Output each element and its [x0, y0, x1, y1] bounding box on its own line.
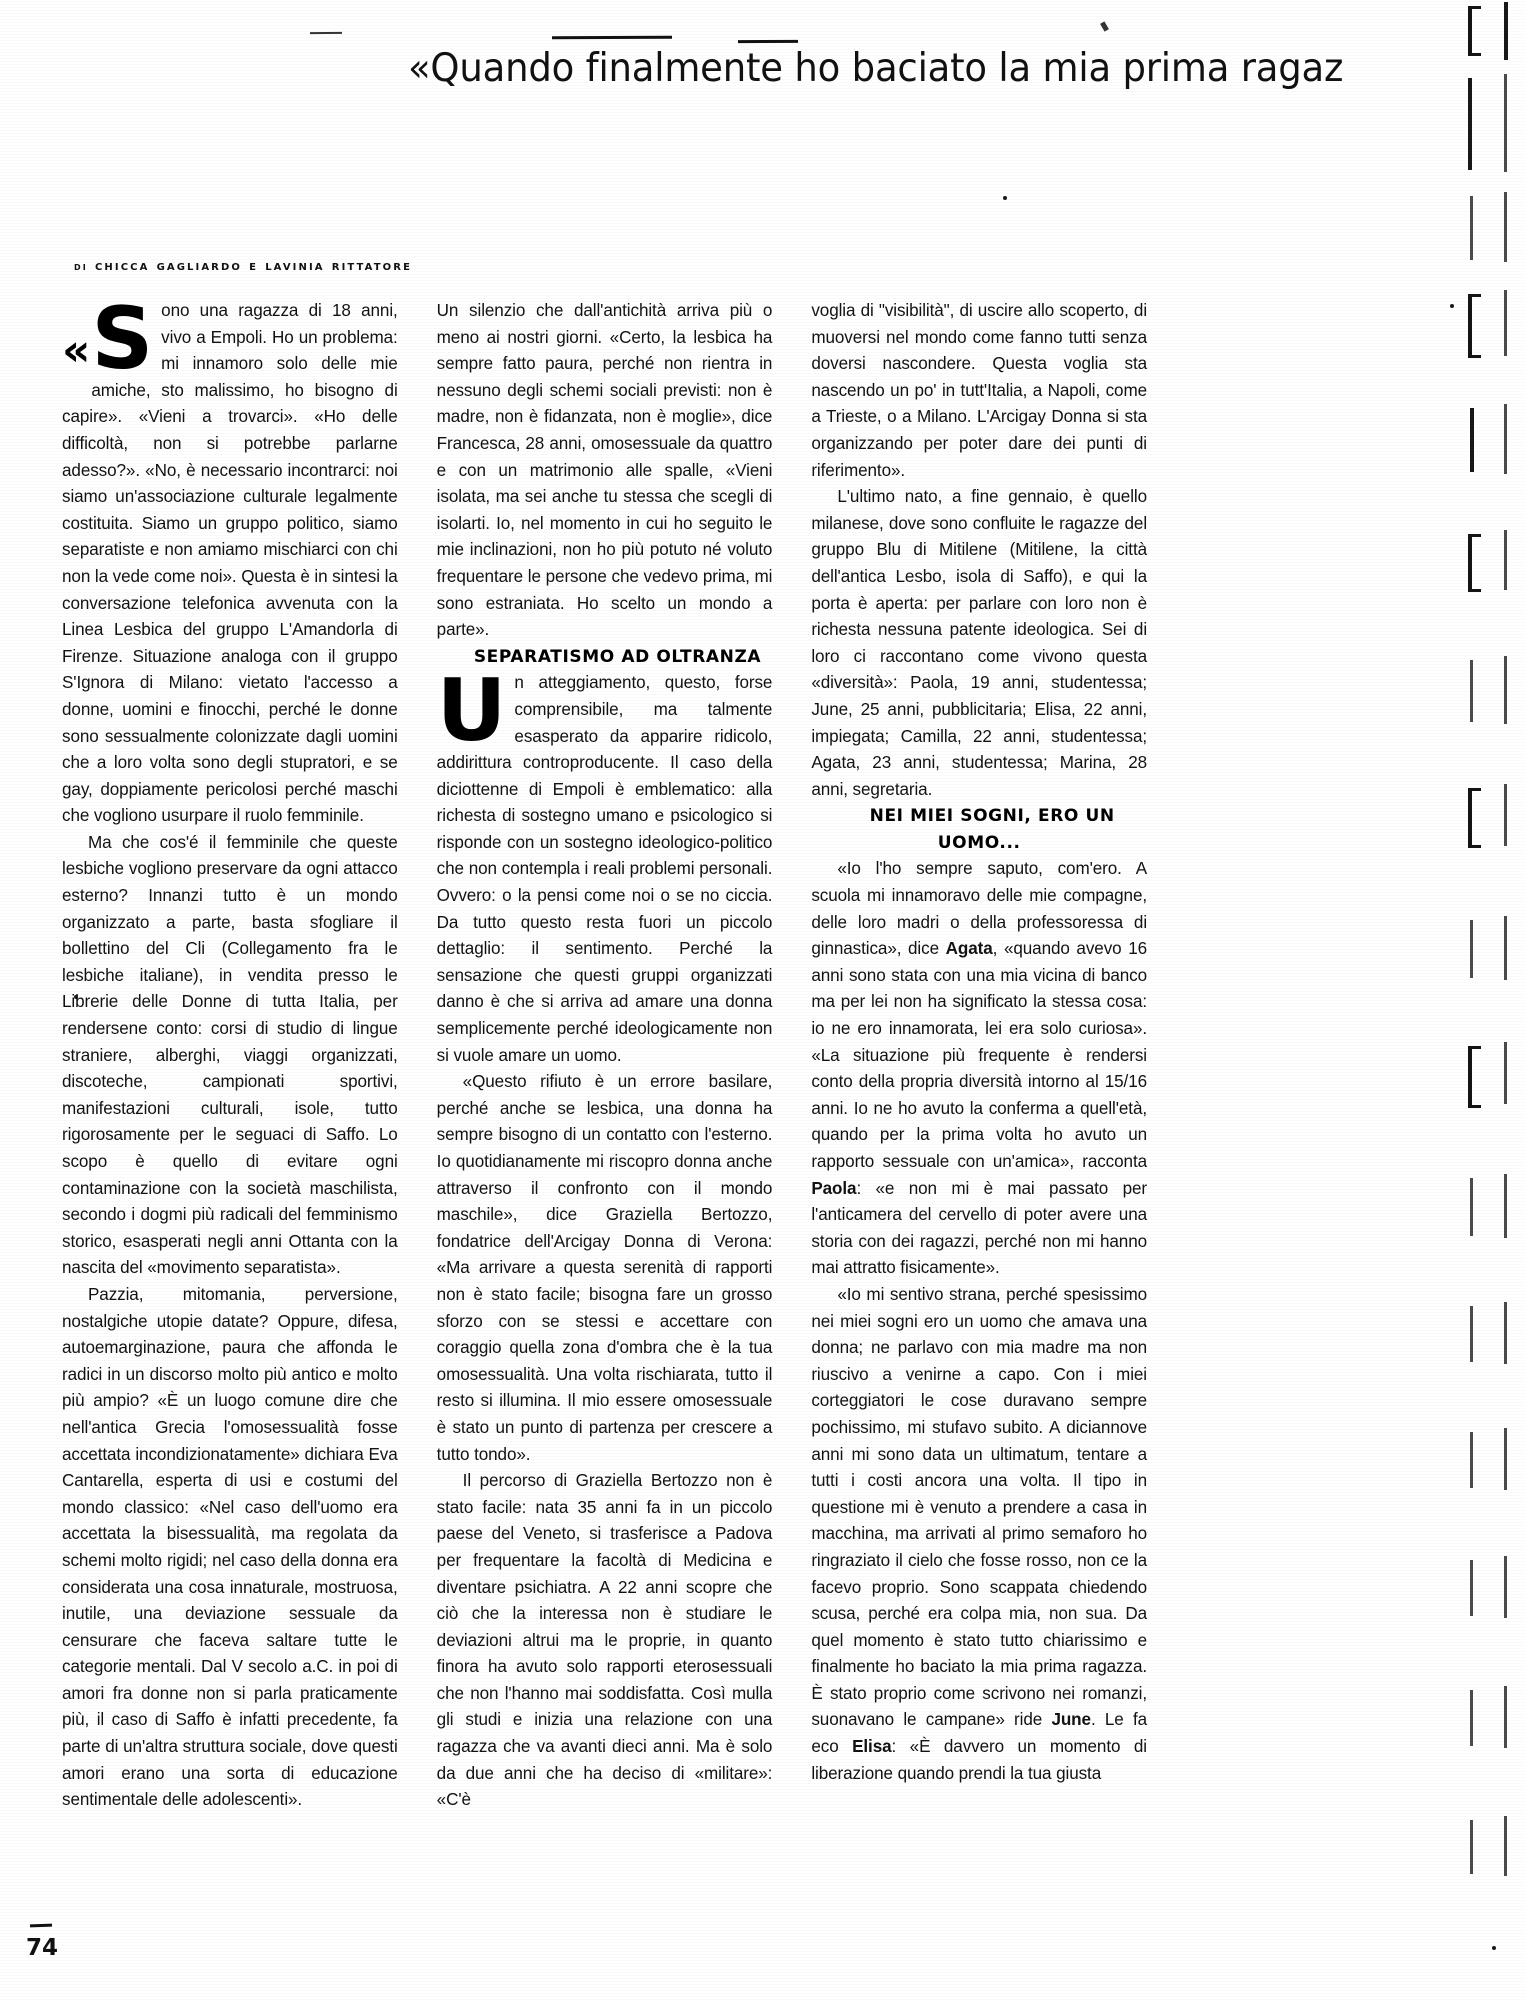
paragraph [436, 661, 773, 1069]
scan-artifact-top-3 [738, 40, 798, 43]
paragraph-text: Un silenzio che dall'antichità arriva più o meno ai nostri giorni. «Certo, la lesbica ha sempre fatto paura, perché non rientra in nessuno degli schemi sociali previsti: non è madre, non è fidanzata, non è moglie», dice Francesca, 28 anni, omosessuale da quattro e con un matrimonio alle spalle, «Vieni isolata, ma sei anche tu stessa che scegli di isolarti. Io, nel momento in cui ho seguito le mie inclinazioni, non ho più potuto né voluto frequentare le persone che vedevo prima, mi sono estraniata. Ho scelto un mondo a parte». [436, 301, 773, 640]
scan-artifact-edge-12 [1504, 530, 1507, 590]
paragraph-text: ono una ragazza di 18 anni, vivo a Empoli. Ho un problema: mi innamoro solo delle mie amiche, sto malissimo, ho bisogno di capire». «Vieni a trovarci». «Ho delle difficoltà, non si potrebbe parlarne adesso?». «No, è necessario incontrarci: noi siamo un'associazione culturale legalmente costituita. Siamo un gruppo politico, siamo separatiste e non amiamo mischiarci con chi non la vede come noi». Questa è in sintesi la conversazione telefonica avvenuta con la Linea Lesbica del gruppo L'Amandorla di Firenze. Situazione analoga con il gruppo S'Ignora di Milano: vietato l'accesso a donne, uomini e finocchi, perché le donne sono sessualmente colonizzate dagli uomini che a loro volta sono degli stupratori, e se gay, doppiamente pericolosi perché maschi che vogliono usurpare il ruolo femminile. [62, 301, 398, 826]
scan-artifact-dot-2 [1492, 1946, 1496, 1950]
scan-artifact-dot-4 [1003, 196, 1007, 200]
scan-artifact-edge-28 [1504, 1556, 1507, 1618]
paragraph [437, 1468, 773, 1814]
paragraph-text: «Io l'ho sempre saputo, com'ero. A scuola mi innamoravo delle mie compagne, delle loro madri o della professoressa di ginnastica», dice [811, 859, 1148, 959]
drop-cap-s: S [91, 289, 154, 389]
scan-artifact-edge-6 [1504, 192, 1507, 262]
paragraph-text: . Le fa eco [811, 1710, 1148, 1757]
paragraph-text: Il percorso di Graziella Bertozzo non è stato facile: nata 35 anni fa in un piccolo paese del Veneto, si trasferisce a Padova per frequentare la facoltà di Medicina e diventare psichiatra. A 22 anni scopre che ciò che la interessa non è studiare le deviazioni altrui ma le proprie, in quanto finora ha avuto solo rapporti eterosessuali che non l'hanno mai soddisfatta. Così mulla gli studi e inizia una relazione con una ragazza che va avanti dieci anni. Ma è solo da due anni che ha deciso di «militare»: «C'è [436, 1471, 773, 1810]
scan-artifact-dot-1 [1450, 304, 1454, 308]
scan-artifact-edge-18 [1504, 916, 1507, 980]
paragraph [437, 1069, 773, 1468]
scan-artifact-edge-31 [1470, 1820, 1473, 1874]
scan-artifact-edge-32 [1504, 1816, 1507, 1876]
scan-artifact-edge-7 [1468, 294, 1481, 358]
article-headline: «Quando finalmente ho baciato la mia prima ragaz [408, 45, 1344, 91]
paragraph-text: n atteggiamento, questo, forse comprensibile, ma talmente esasperato da apparire ridicolo, addirittura controproducente. Il caso della diciottenne di Empoli è emblematico: alla richesta di sostegno umano e psicologico si risponde con un sostegno ideologico-politico che non contempla i reali problemi personali. Ovvero: o la pensi come noi o se no ciccia. Da tutto questo resta fuori un piccolo dettaglio: il sentimento. Perché la sensazione che questi gruppi organizzati danno è che si arriva ad amare una donna semplicemente perché ideologicamente non si vuole amare un uomo. [436, 673, 773, 1065]
scan-artifact-edge-24 [1504, 1302, 1507, 1364]
speaker-name-agata: Agata [945, 939, 993, 959]
paragraph-text: L'ultimo nato, a fine gennaio, è quello milanese, dove sono confluite le ragazze del gruppo Blu di Mitilene (Mitilene, la città dell'antica Lesbo, isola di Saffo), e qui la porta è aperta: per parlare con loro non è richesta nessuna patente ideologica. Sei di loro ci raccontano come vivono questa «diversità»: Paola, 19 anni, studentessa; June, 25 anni, pubblicitaria; Elisa, 22 anni, impiegata; Camilla, 22 anni, studentessa; Agata, 23 anni, studentessa; Marina, 28 anni, segretaria. [811, 487, 1148, 799]
scan-artifact-edge-17 [1470, 920, 1473, 978]
paragraph [811, 484, 1147, 803]
column-3 [811, 298, 1147, 1903]
paragraph-text: «Io mi sentivo strana, perché spesissimo nei miei sogni ero un uomo che amava una donna; ne parlavo con mia madre ma non riuscivo a venirne a capo. Con i miei corteggiatori le cose duravano sempre pochissimo, mi stufavo subito. A diciannove anni mi sono data un ultimatum, tentare a tutti i costi ancora una volta. Il tipo in questione mi è venuto a prendere a casa in macchina, ma arrivati al primo semaforo ho ringraziato il cielo che fosse rosso, non ce la facevo proprio. Sono scappata chiedendo scusa, perché era colpa mia, non sua. Da quel momento è stato tutto chiarissimo e finalmente ho baciato la mia prima ragazza. È stato proprio come scrivono nei romanzi, suonavano le campane» ride [811, 1284, 1148, 1730]
scan-artifact-edge-29 [1470, 1690, 1473, 1746]
paragraph [62, 1282, 398, 1814]
scan-artifact-edge-16 [1504, 784, 1507, 846]
scan-artifact-edge-5 [1470, 196, 1473, 260]
page-number: 74 [26, 1935, 59, 1961]
scan-artifact-top-1 [310, 32, 342, 34]
drop-cap-u: U [436, 661, 507, 762]
article-byline [74, 258, 412, 274]
scan-artifact-edge-22 [1504, 1174, 1507, 1238]
column-1 [62, 289, 398, 1903]
scan-artifact-edge-25 [1470, 1432, 1473, 1488]
speaker-name-june: June [1051, 1710, 1091, 1730]
paragraph [811, 298, 1147, 484]
scan-artifact-edge-26 [1504, 1428, 1507, 1490]
section-heading-sogni: NEI MIEI SOGNI, ERO UN UOMO... [869, 806, 1115, 853]
paragraph [62, 830, 398, 1282]
column-2 [437, 298, 773, 1903]
speaker-name-paola: Paola [811, 1178, 857, 1198]
scan-artifact-edge-8 [1504, 290, 1507, 356]
scan-artifact-edge-14 [1504, 656, 1507, 724]
folio-rule [30, 1924, 52, 1928]
paragraph-text: : «e non mi è mai passato per l'anticamera del cervello di poter avere una storia con dei ragazzi, perché non mi hanno mai attratto fisicamente». [811, 1178, 1148, 1278]
paragraph-text: Ma che cos'é il femminile che queste lesbiche vogliono preservare da ogni attacco esterno? Innanzi tutto è un mondo organizzato a parte, basta sfogliare il bollettino del Cli (Collegamento fra le lesbiche italiane), in vendita presso le Librerie delle Donne di tutta Italia, per rendersene conto: corsi di studio di lingue straniere, alberghi, viaggi organizzati, discoteche, campionati sportivi, manifestazioni culturali, isole, tutto rigorosamente per le seguaci di Saffo. Lo scopo è quello di evitare ogni contaminazione con la società maschilista, secondo i dogmi più radicali del femminismo storico, esasperati negli anni Ottanta con la nascita del «movimento separatista». [62, 832, 398, 1278]
byline-authors: chicca gagliardo e lavinia rittatore [94, 258, 412, 274]
paragraph-text: Pazzia, mitomania, perversione, nostalgiche utopie datate? Oppure, difesa, autoemarginazione, paura che affonda le radici in un discorso molto più antico e molto più ampio? «È un luogo comune dire che nell'antica Grecia l'omosessualità fosse accettata incondizionatamente» dichiara Eva Cantarella, esperta di usi e costumi del mondo classico: «Nel caso dell'uomo era accettata la bisessualità, ma regolata da schemi molto rigidi; nel caso della donna era considerata una cosa innaturale, mostruosa, inutile, una deviazione sessuale da censurare che faceva saltare tutte le categorie mentali. Dal V secolo a.C. in poi di amori fra donne non si parla praticamente più, il caso di Saffo è infatti precedente, fa parte di un'altra struttura sociale, dove questi amori erano una sorta di educazione sentimentale delle adolescenti». [62, 1284, 398, 1810]
paragraph [437, 298, 773, 644]
scan-artifact-edge-9 [1470, 408, 1474, 472]
paragraph-text: : «È davvero un momento di liberazione quando prendi la tua giusta [811, 1737, 1147, 1783]
section-heading-separatismo: SEPARATISMO AD OLTRANZA [473, 646, 762, 667]
paragraph [811, 1282, 1147, 1787]
scan-artifact-edge-11 [1468, 534, 1481, 592]
scan-artifact-top-2 [552, 36, 672, 40]
scan-artifact-edge-30 [1504, 1686, 1507, 1748]
scan-artifact-edge-27 [1470, 1560, 1473, 1616]
paragraph-text: «Questo rifiuto è un errore basilare, perché anche se lesbica, una donna ha sempre bisogno di un contatto con l'esterno. Io quotidianamente mi riscopro donna anche attraverso il confronto con il mondo maschile», dice Graziella Bertozzo, fondatrice dell'Arcigay Donna di Verona: «Ma arrivare a questa serenità di rapporti non è stato facile; bisogna fare un grosso sforzo con se stessi e accettare con coraggio quella zona d'ombra che è la tua omosessualità. Una volta rischiarata, tutto il resto si illumina. Il mio essere omosessuale è stato un punto di partenza per crescere a tutto tondo». [436, 1072, 773, 1464]
byline-lead: di [74, 259, 88, 273]
paragraph [811, 856, 1147, 1282]
scan-artifact-top-4 [1100, 21, 1109, 31]
speaker-name-elisa: Elisa [852, 1737, 892, 1757]
scan-artifact-edge-13 [1470, 660, 1473, 722]
paragraph [62, 289, 398, 830]
scan-artifact-edge-19 [1468, 1046, 1481, 1108]
scan-artifact-edge-21 [1470, 1178, 1473, 1236]
opening-guillemet: « [62, 325, 91, 376]
scan-artifact-edge-23 [1470, 1306, 1473, 1362]
paragraph-text: voglia di "visibilità", di uscire allo scoperto, di muoversi nel mondo come fanno tutti senza doversi nascondere. Questa voglia sta nascendo un po' in tutt'Italia, a Napoli, come a Trieste, o a Milano. L'Arcigay Donna si sta organizzando per poter dare dei punti di riferimento». [811, 301, 1148, 480]
scan-artifact-edge-20 [1504, 1042, 1507, 1104]
scan-artifact-edge-10 [1504, 404, 1507, 474]
scan-artifact-edge-15 [1468, 788, 1481, 848]
paragraph-text: , «quando avevo 16 anni sono stata con una mia vicina di banco ma per lei non ha significato la stessa cosa: io ne ero innamorata, lei era solo curiosa». «La situazione più frequente è rendersi conto della propria diversità intorno al 15/16 anni. Io ne ho avuto la conferma a quell'età, quando per la prima volta ho avuto un rapporto sessuale con un'amica», racconta [811, 939, 1148, 1171]
article-body [62, 289, 1148, 1903]
